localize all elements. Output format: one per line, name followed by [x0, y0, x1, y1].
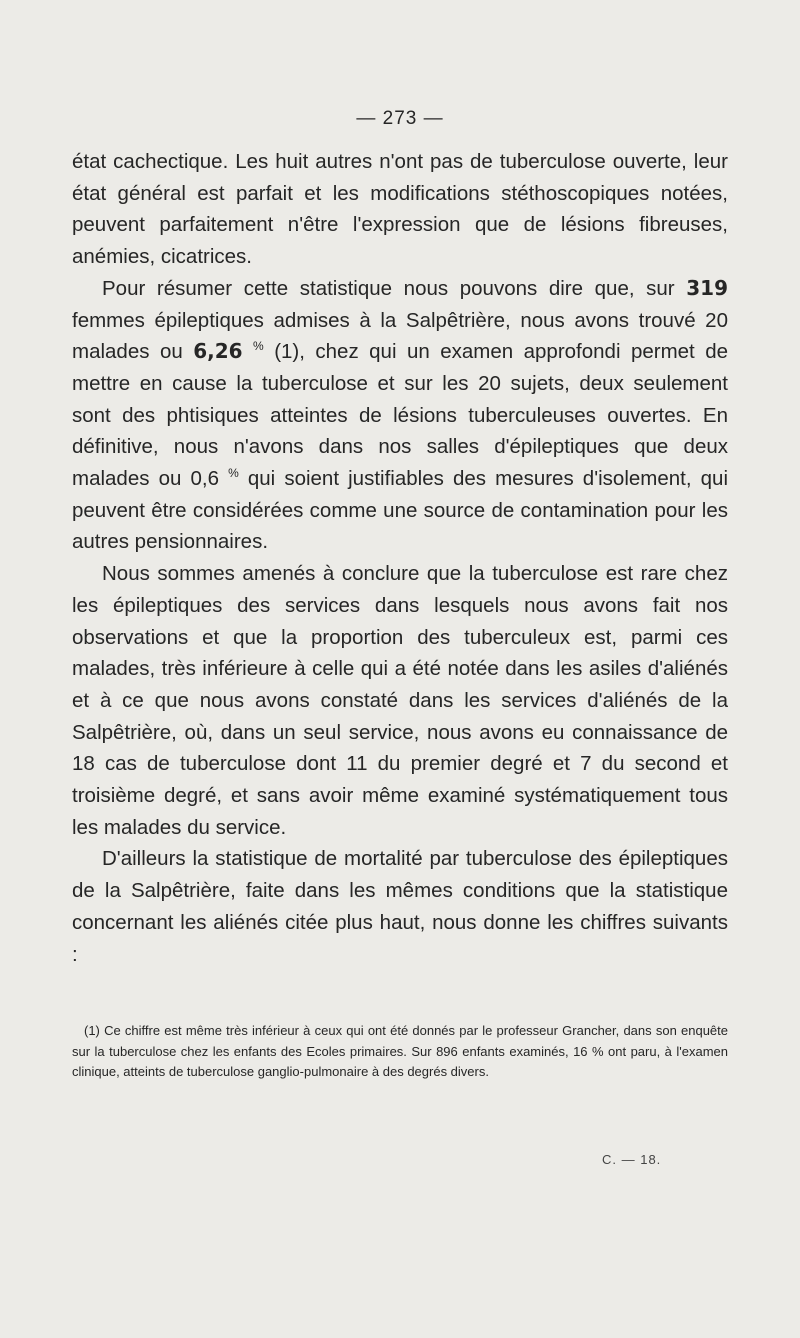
paragraph-4: D'ailleurs la statistique de mortalité par tuberculose des épileptiques de la Salpêtrière, faite dans les mêmes conditions que la statistique concernant les aliénés citée plus haut, nous donne les chiffres suivants : — [72, 847, 728, 966]
signature-mark: C. — 18. — [602, 1152, 662, 1167]
tuberculosis-percent: 6,26 — [193, 339, 243, 364]
percent-sign: % — [253, 339, 264, 354]
paragraph-2-part-b: femmes épileptiques admises à la Salpêtrière, nous avons trouvé 20 malades ou — [72, 308, 728, 364]
paragraph-2 — [72, 273, 728, 558]
footnote-text: (1) Ce chiffre est même très inférieur à ceux qui ont été donnés par le professeur Grancher, dans son enquête sur la tuberculose chez les enfants des Ecoles primaires. Sur 896 enfants examinés, 16 % ont paru, à l'examen clinique, atteints de tuberculose ganglio-pulmonaire à des degrés divers. — [72, 1023, 728, 1079]
page-number: — 273 — — [356, 108, 444, 129]
percent-sign-2: % — [228, 466, 239, 481]
patient-count: 319 — [686, 275, 729, 300]
paragraph-2-part-c: , chez qui un examen approfondi permet de mettre en cause la tuberculose et sur les 20 sujets, deux seulement sont des phtisiques atteintes de lésions tuberculeuses ouvertes. En définitive, nous n'avons dans nos salles d'épileptiques que deux malades ou 0,6 — [72, 340, 729, 491]
body-text — [72, 146, 728, 970]
footnote — [72, 1021, 728, 1083]
paragraph-3: Nous sommes amenés à conclure que la tuberculose est rare chez les épileptiques des services dans lesquels nous avons fait nos observations et que la proportion des tuberculeux est, parmi ces malades, très inférieure à celle qui a été notée dans les asiles d'aliénés et à ce que nous avons constaté dans les services d'aliénés de la Salpêtrière, où, dans un seul service, nous avons eu connaissance de 18 cas de tuberculose dont 11 du premier degré et 7 du second et troisième degré, et sans avoir même examiné systématiquement tous les malades du service. — [72, 562, 728, 839]
footnote-ref: (1) — [274, 340, 300, 364]
paragraph-1: état cachectique. Les huit autres n'ont pas de tuberculose ouverte, leur état général est parfait et les modifications stéthoscopiques notées, peuvent parfaitement n'être l'expression que de lésions fibreuses, anémies, cicatrices. — [72, 150, 728, 269]
paragraph-2-part-a: Pour résumer cette statistique nous pouvons dire que, sur — [102, 276, 675, 300]
paragraph-2-part-d: qui soient justifiables des mesures d'isolement, qui peuvent être considérées comme une source de contamination pour les autres pensionnaires. — [72, 467, 728, 554]
